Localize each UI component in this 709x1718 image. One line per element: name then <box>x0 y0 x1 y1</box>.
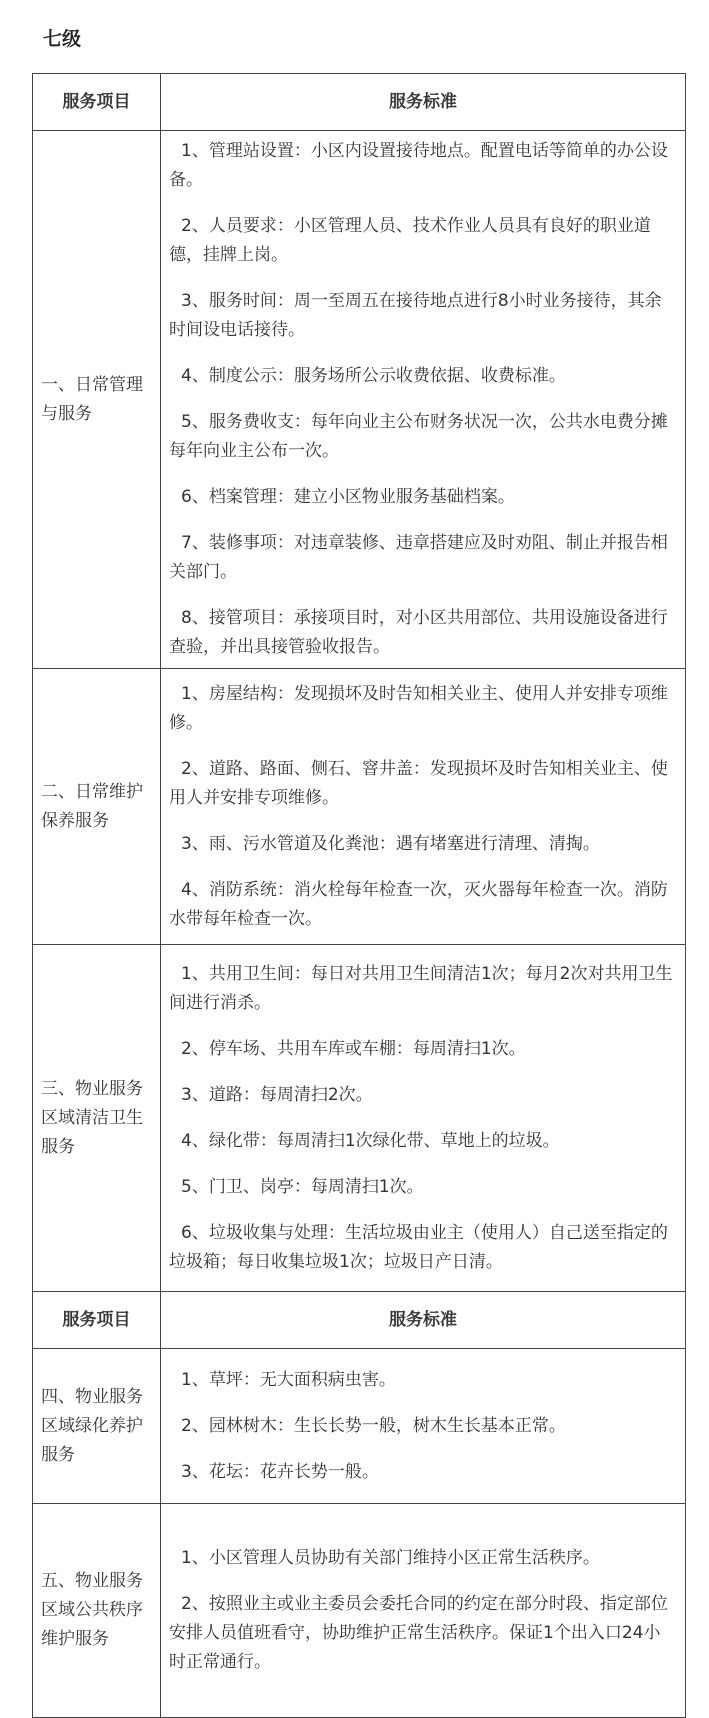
standard-text: 1、小区管理人员协助有关部门维持小区正常生活秩序。 <box>181 1548 600 1568</box>
service-item: 二、日常维护保养服务 <box>33 669 161 945</box>
service-standards-table <box>32 73 686 1718</box>
service-item: 四、物业服务区域绿化养护服务 <box>33 1349 161 1504</box>
standard-text: 3、雨、污水管道及化粪池：遇有堵塞进行清理、清掏。 <box>181 833 600 854</box>
header-standard: 服务标准 <box>161 74 686 131</box>
standard-text: 2、按照业主或业主委员会委托合同的约定在部分时段、指定部位安排人员值班看守，协助维护正常生活秩序。保证1个出入口24小时正常通行。 <box>169 1594 668 1672</box>
standard-text: 3、花坛：花卉长势一般。 <box>181 1461 379 1482</box>
standard-text: 1、房屋结构：发现损坏及时告知相关业主、使用人并安排专项维修。 <box>169 683 668 733</box>
header-item: 服务项目 <box>33 74 161 131</box>
table-row-cleaning <box>33 945 686 1292</box>
service-standards <box>161 945 686 1292</box>
standard-text: 3、服务时间：周一至周五在接待地点进行8小时业务接待，其余时间设电话接待。 <box>169 291 662 340</box>
service-item: 一、日常管理与服务 <box>33 131 161 669</box>
table-header-row <box>33 74 686 131</box>
standard-text: 4、制度公示：服务场所公示收费依据、收费标准。 <box>181 366 566 386</box>
service-standards <box>161 131 686 669</box>
service-standards <box>161 669 686 945</box>
table-row-public-order <box>33 1504 686 1718</box>
service-standards <box>161 1504 686 1718</box>
standard-text: 1、管理站设置：小区内设置接待地点。配置电话等简单的办公设备。 <box>169 141 668 190</box>
service-standards <box>161 1349 686 1504</box>
standard-text: 2、道路、路面、侧石、窨井盖：发现损坏及时告知相关业主、使用人并安排专项维修。 <box>169 758 668 808</box>
standard-text: 4、绿化带：每周清扫1次绿化带、草地上的垃圾。 <box>181 1130 560 1151</box>
header-standard: 服务标准 <box>161 1292 686 1349</box>
standard-text: 8、接管项目：承接项目时，对小区共用部位、共用设施设备进行查验，并出具接管验收报告。 <box>169 608 668 657</box>
standard-text: 6、垃圾收集与处理：生活垃圾由业主（使用人）自己送至指定的垃圾箱；每日收集垃圾1次；垃圾日产日清。 <box>169 1222 668 1272</box>
standard-text: 2、园林树木：生长长势一般，树木生长基本正常。 <box>181 1415 566 1436</box>
standard-text: 6、档案管理：建立小区物业服务基础档案。 <box>181 487 515 507</box>
standard-text: 3、道路：每周清扫2次。 <box>181 1084 373 1105</box>
service-item: 三、物业服务区域清洁卫生服务 <box>33 945 161 1292</box>
table-row-greening <box>33 1349 686 1504</box>
standard-text: 7、装修事项：对违章装修、违章搭建应及时劝阻、制止并报告相关部门。 <box>169 533 668 582</box>
page-title: 七级 <box>43 28 82 50</box>
standard-text: 5、门卫、岗亭：每周清扫1次。 <box>181 1176 424 1197</box>
table-row-daily-maintenance <box>33 669 686 945</box>
service-item: 五、物业服务区域公共秩序维护服务 <box>33 1504 161 1718</box>
standard-text: 1、共用卫生间：每日对共用卫生间清洁1次；每月2次对共用卫生间进行消杀。 <box>169 963 673 1013</box>
table-header-row <box>33 1292 686 1349</box>
standard-text: 2、停车场、共用车库或车棚：每周清扫1次。 <box>181 1038 526 1059</box>
table-row-daily-management <box>33 131 686 669</box>
standard-text: 2、人员要求：小区管理人员、技术作业人员具有良好的职业道德，挂牌上岗。 <box>169 216 651 265</box>
standard-text: 1、草坪：无大面积病虫害。 <box>181 1369 396 1390</box>
standard-text: 4、消防系统：消火栓每年检查一次，灭火器每年检查一次。消防水带每年检查一次。 <box>169 879 668 929</box>
header-item: 服务项目 <box>33 1292 161 1349</box>
standard-text: 5、服务费收支：每年向业主公布财务状况一次，公共水电费分摊每年向业主公布一次。 <box>169 412 668 461</box>
